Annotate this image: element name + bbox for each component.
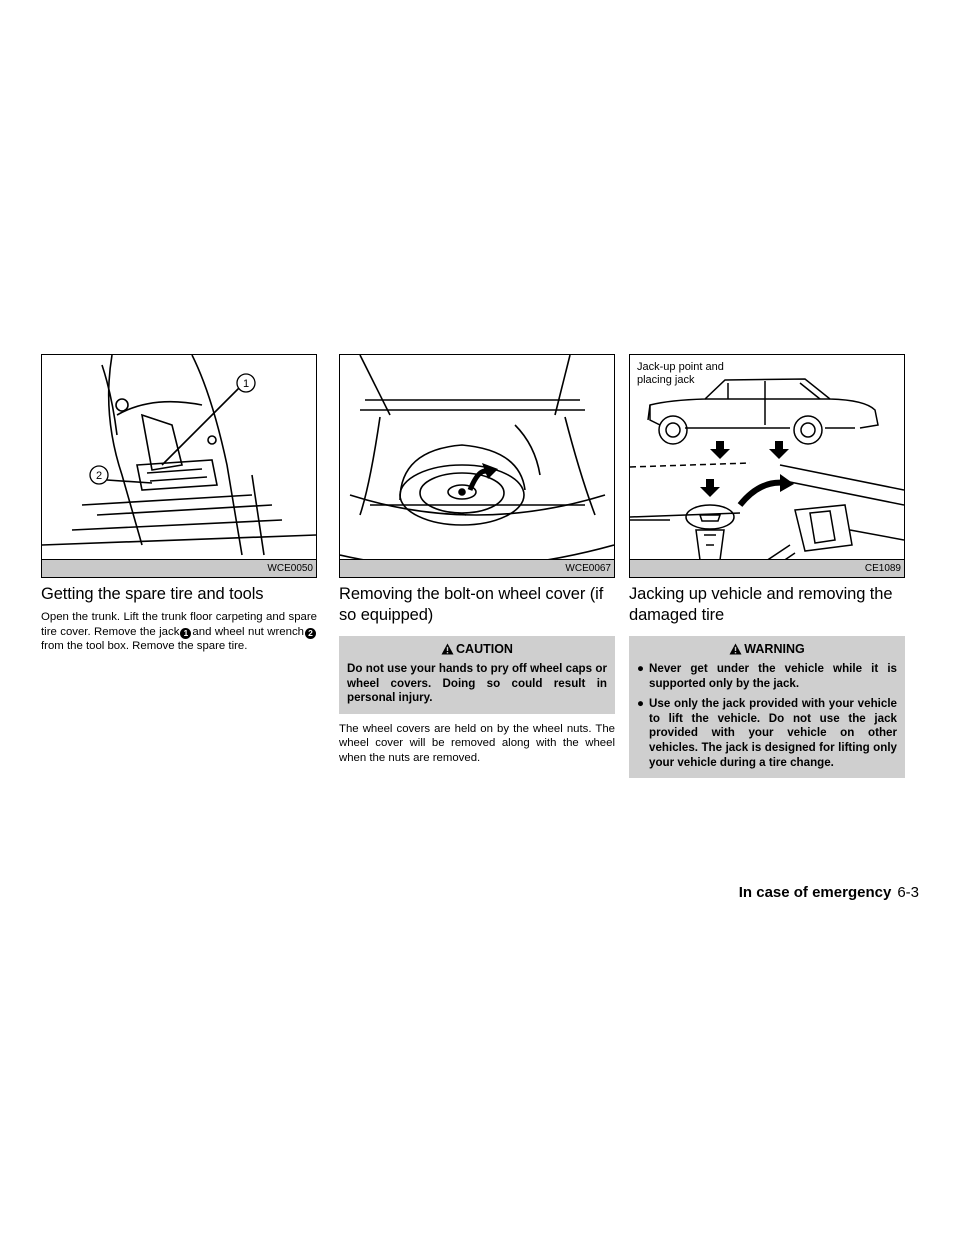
body-text-part: Open the trunk. Lift the trunk floor carpeting and spare tire cover. Remove the jack	[41, 611, 317, 638]
bullet-glyph: ●	[637, 697, 645, 711]
figure-code: WCE0067	[340, 559, 614, 577]
column-wheel-cover	[339, 354, 615, 766]
warning-header	[637, 641, 897, 657]
body-paragraph: The wheel covers are held on by the wheel nuts. The wheel cover will be removed along with the wheel when the nuts are removed.	[339, 722, 615, 764]
bullet-glyph: ●	[637, 662, 645, 675]
jack-point-arrows	[700, 441, 789, 497]
body-text-part: and wheel nut wrench	[192, 625, 304, 638]
caution-label: CAUTION	[456, 642, 513, 656]
car-side-view	[648, 379, 878, 444]
trunk-tools-illustration	[41, 354, 317, 578]
jacking-drawing	[630, 355, 904, 577]
callout-2-marker	[90, 466, 108, 484]
figure-code: CE1089	[630, 559, 904, 577]
spare-tire-illustration	[339, 354, 615, 578]
figure-caption-line1: Jack-up point and	[637, 361, 724, 373]
body-text-part: from the tool box. Remove the spare tire.	[41, 640, 248, 653]
figure-code: WCE0050	[42, 559, 316, 577]
section-heading: Getting the spare tire and tools	[41, 585, 264, 603]
warning-bullet	[637, 697, 897, 770]
figure-caption-line2: placing jack	[637, 374, 695, 386]
warning-label: WARNING	[744, 642, 805, 656]
warning-box	[629, 636, 905, 778]
section-heading: Removing the bolt-on wheel cover (if so equipped)	[339, 585, 604, 624]
rotation-arrow	[740, 474, 794, 505]
bullet-text: Never get under the vehicle while it is supported only by the jack.	[649, 662, 897, 690]
trunk-tools-drawing	[42, 355, 316, 577]
jacking-illustration	[629, 354, 905, 578]
page-footer	[739, 883, 919, 903]
callout-2-badge: 2	[305, 628, 316, 639]
warning-triangle-icon	[729, 643, 742, 655]
callout-2-label: 2	[95, 470, 103, 482]
spare-tire-drawing	[340, 355, 614, 577]
body-paragraph	[41, 610, 317, 654]
caution-box	[339, 636, 615, 714]
callout-1-marker	[237, 374, 255, 392]
caution-text: Do not use your hands to pry off wheel caps or wheel covers. Doing so could result in personal injury.	[347, 662, 607, 705]
jack-detail	[630, 463, 904, 570]
callout-1-badge: 1	[180, 628, 191, 639]
column-jacking	[629, 354, 905, 778]
callout-1-label: 1	[242, 378, 250, 390]
section-heading: Jacking up vehicle and removing the damaged tire	[629, 585, 893, 624]
warning-triangle-icon	[441, 643, 454, 655]
warning-bullet	[637, 662, 897, 691]
page-number: 6-3	[897, 884, 919, 901]
column-spare-tire	[41, 354, 317, 654]
section-name: In case of emergency	[738, 884, 892, 901]
bullet-text: Use only the jack provided with your vehicle to lift the vehicle. Do not use the jack provided with your vehicle on other vehicles. The jack is designed for lifting only your vehicle during a tire change.	[649, 697, 897, 769]
caution-header	[347, 641, 607, 657]
